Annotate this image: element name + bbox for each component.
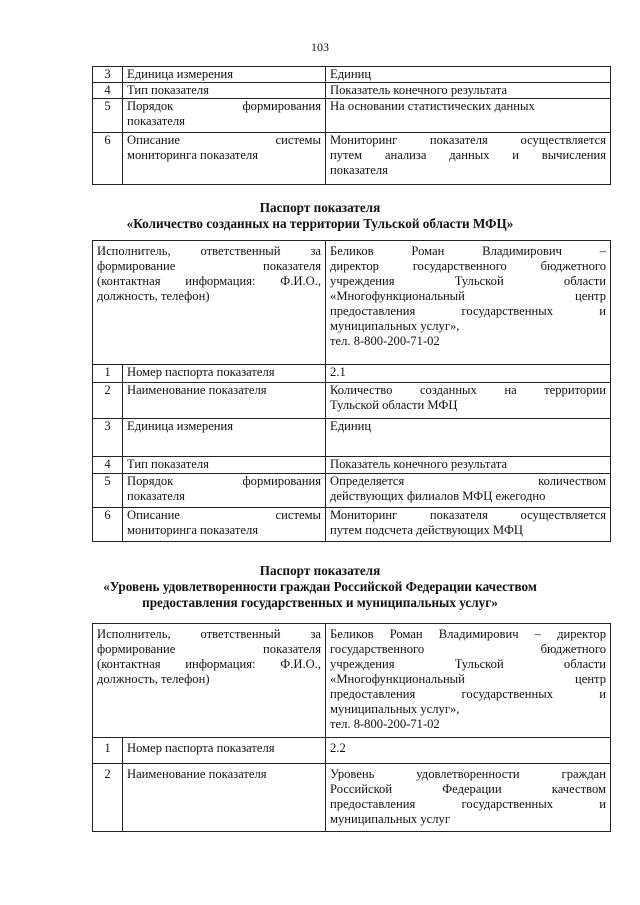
row-label: Порядок формирования показателя: [123, 99, 326, 133]
row-value: 2.1: [326, 365, 611, 383]
row-value: Мониторинг показателя осуществляется путем подсчета действующих МФЦ: [326, 508, 611, 542]
table-row: [93, 474, 611, 508]
passport-title: Паспорт показателя: [259, 563, 381, 578]
row-number: 6: [93, 133, 123, 185]
indicator-title: «Количество созданных на территории Тульской области МФЦ»: [126, 216, 514, 231]
row-label: Номер паспорта показателя: [123, 365, 326, 383]
row-number: 1: [93, 738, 123, 764]
row-label: Единица измерения: [123, 419, 326, 457]
executor-label: Исполнитель, ответственный за формирование показателя (контактная информация: Ф.И.О., должность, телефон): [93, 624, 326, 738]
table-row: [93, 383, 611, 419]
row-number: 5: [93, 474, 123, 508]
row-number: 1: [93, 365, 123, 383]
row-label: Наименование показателя: [123, 383, 326, 419]
table-row: [93, 738, 611, 764]
row-label: Описание системы мониторинга показателя: [123, 133, 326, 185]
row-number: 4: [93, 457, 123, 474]
row-value: Показатель конечного результата: [326, 83, 611, 99]
row-value: Единиц: [326, 67, 611, 83]
passport-heading: [0, 200, 640, 232]
row-value: 2.2: [326, 738, 611, 764]
table-row: [93, 99, 611, 133]
row-number: 5: [93, 99, 123, 133]
executor-label: Исполнитель, ответственный за формирование показателя (контактная информация: Ф.И.О., должность, телефон): [93, 241, 326, 365]
row-number: 4: [93, 83, 123, 99]
executor-row: [93, 241, 611, 365]
row-label: Номер паспорта показателя: [123, 738, 326, 764]
table-row: [93, 83, 611, 99]
row-label: Единица измерения: [123, 67, 326, 83]
passport-heading: [0, 563, 640, 611]
table-row: [93, 764, 611, 832]
executor-value: Беликов Роман Владимирович – директор государственного бюджетного учреждения Тульской области «Многофункциональный центр предоставления государственных и муниципальных услуг», тел. 8-800-200-71-02: [326, 241, 611, 365]
table-row: [93, 457, 611, 474]
table-continuation: [92, 66, 611, 185]
executor-value: Беликов Роман Владимирович – директор государственного бюджетного учреждения Тульской области «Многофункциональный центр предоставления государственных и муниципальных услуг», тел. 8-800-200-71-02: [326, 624, 611, 738]
row-number: 6: [93, 508, 123, 542]
indicator-title-continued: предоставления государственных и муниципальных услуг»: [142, 595, 498, 610]
page-number: 103: [311, 40, 329, 54]
executor-row: [93, 624, 611, 738]
row-number: 2: [93, 764, 123, 832]
passport-table: [92, 240, 611, 542]
row-value: Мониторинг показателя осуществляется путем анализа данных и вычисления показателя: [326, 133, 611, 185]
table-row: [93, 67, 611, 83]
table-row: [93, 419, 611, 457]
row-label: Порядок формирования показателя: [123, 474, 326, 508]
row-value: Количество созданных на территории Тульской области МФЦ: [326, 383, 611, 419]
table-row: [93, 133, 611, 185]
table-row: [93, 365, 611, 383]
row-label: Наименование показателя: [123, 764, 326, 832]
passport-title: Паспорт показателя: [259, 200, 381, 215]
row-value: Уровень удовлетворенности граждан Российской Федерации качеством предоставления государственных и муниципальных услуг: [326, 764, 611, 832]
row-number: 2: [93, 383, 123, 419]
row-number: 3: [93, 67, 123, 83]
table-row: [93, 508, 611, 542]
row-value: На основании статистических данных: [326, 99, 611, 133]
row-label: Тип показателя: [123, 457, 326, 474]
indicator-title: «Уровень удовлетворенности граждан Российской Федерации качеством: [103, 579, 537, 594]
row-label: Описание системы мониторинга показателя: [123, 508, 326, 542]
row-number: 3: [93, 419, 123, 457]
row-value: Показатель конечного результата: [326, 457, 611, 474]
row-value: Определяется количеством действующих филиалов МФЦ ежегодно: [326, 474, 611, 508]
row-label: Тип показателя: [123, 83, 326, 99]
row-value: Единиц: [326, 419, 611, 457]
passport-table: [92, 623, 611, 832]
